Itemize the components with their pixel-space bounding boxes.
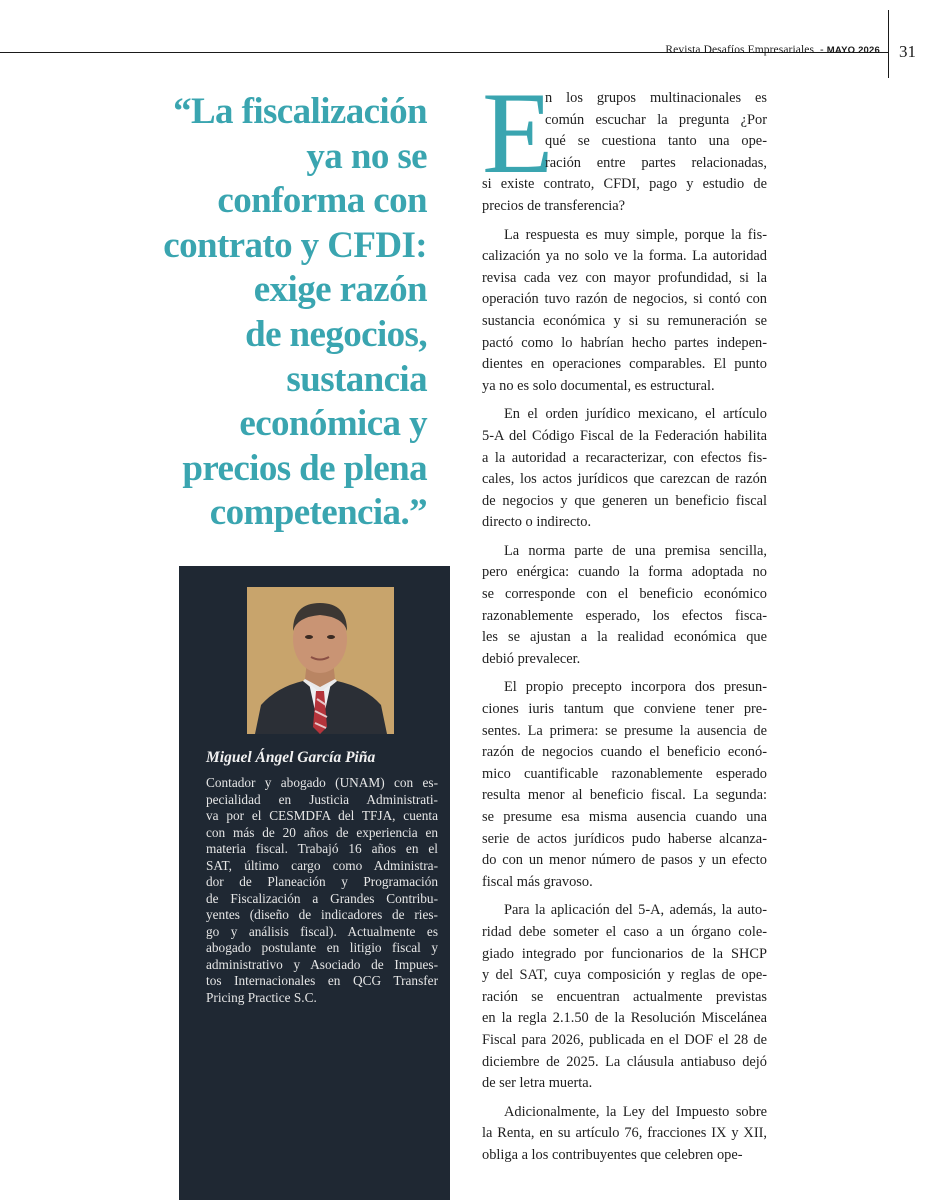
article-line: ya no es solo documental, es estructural. [482, 377, 715, 394]
pull-quote-line: competencia.” [209, 492, 427, 534]
article-line: en la regla 2.1.50 de la Resolución Miscelánea [482, 1010, 767, 1027]
bio-line: SAT, último cargo como Administra- [206, 857, 438, 873]
bio-line: de Fiscalización a Grandes Contribu- [206, 890, 438, 906]
article-line: mico cuantificable razonablemente esperado [482, 765, 767, 782]
paragraph-gap [482, 893, 767, 900]
article-line: El propio precepto incorpora dos presun- [504, 679, 767, 696]
article-line: serie de actos jurídicos pudo haberse alcanza- [482, 830, 767, 847]
article-line: do con un menor número de pasos y un efecto [482, 852, 767, 869]
pull-quote-line: económica y [239, 403, 427, 445]
paragraph-gap [482, 397, 767, 404]
article-line: calización ya no solo ve la forma. La autoridad [482, 248, 767, 265]
article-line: resulta menor al beneficio fiscal. La segunda: [482, 787, 767, 804]
article-line: obliga a los contribuyentes que celebren ope- [482, 1146, 743, 1163]
bio-line: pecialidad en Justicia Administrati- [206, 791, 438, 807]
bio-line: tos Internacionales en QCG Transfer [206, 973, 438, 988]
bio-line: materia fiscal. Trabajó 16 años en el [206, 841, 438, 856]
author-bio [206, 775, 438, 1006]
article-line: giado integrado por funcionarios de la SHCP [482, 945, 767, 962]
issue-date: MAYO 2026 [826, 45, 880, 56]
article-line: directo o indirecto. [482, 514, 592, 531]
article-line: dientes en operaciones comparables. El punto [482, 356, 767, 373]
author-name: Miguel Ángel García Piña [206, 749, 376, 766]
article-line: razón de negocios cuando el beneficio econó- [482, 744, 767, 761]
article-line: ciones iuris tantum que conviene tener pre- [482, 701, 767, 718]
article-line: sustancia económica y si su remuneración se [482, 312, 767, 329]
article-line: diciembre de 2025. La cláusula antiabuso dejó [482, 1053, 767, 1070]
pull-quote-line: conforma con [217, 180, 427, 222]
running-header [640, 44, 880, 56]
article-line: ridad debe someter el caso a un órgano cole- [482, 923, 767, 940]
article-line: operación tuvo razón de negocios, si contó con [482, 291, 767, 308]
author-photo [247, 587, 394, 734]
article-line: pactó como lo habrían hecho partes indepen- [482, 334, 767, 351]
article-line: ración se encuentran actualmente previstas [482, 988, 767, 1005]
pull-quote-line: de negocios, [245, 313, 427, 355]
author-bio-panel [179, 566, 450, 1200]
article-line: común escuchar la pregunta ¿Por [545, 111, 767, 128]
article-line: la Renta, en su artículo 76, fracciones IX y XII, [482, 1125, 767, 1142]
article-line: Adicionalmente, la Ley del Impuesto sobre [504, 1103, 767, 1120]
header-vertical-rule [888, 10, 889, 78]
article-line: se corresponde con el beneficio económico [482, 586, 767, 603]
article-line: Fiscal para 2026, publicada en el DOF el 28 de [482, 1031, 767, 1048]
article-line: Para la aplicación del 5-A, además, la auto- [504, 902, 767, 919]
paragraph-gap [482, 670, 767, 677]
pull-quote-line: contrato y CFDI: [163, 224, 427, 266]
pull-quote [100, 90, 427, 536]
paragraph-gap [482, 1095, 767, 1102]
article-line: cales, los actos jurídicos que carezcan de razón [482, 471, 767, 488]
bio-line: abogado postulante en litigio fiscal y [206, 940, 438, 955]
article-line: les se ajustan a la realidad económica que [482, 629, 767, 646]
bio-line: go y análisis fiscal). Actualmente es [206, 923, 438, 939]
article-line: sentes. La primera: se presume la ausencia de [482, 722, 767, 739]
article-line: n los grupos multinacionales es [545, 90, 767, 106]
article-line: qué se cuestiona tanto una ope- [545, 133, 767, 150]
paragraph-gap [482, 534, 767, 541]
bio-line: Pricing Practice S.C. [206, 989, 317, 1005]
article-line: a la autoridad a recaracterizar, con efectos fis- [482, 449, 767, 466]
pull-quote-line: “La fiscalización [173, 91, 427, 132]
article-line: debió prevalecer. [482, 650, 581, 667]
article-line: pero enérgica: cuando la forma adoptada no [482, 564, 767, 581]
pull-quote-line: exige razón [253, 269, 427, 311]
bio-line: Contador y abogado (UNAM) con es- [206, 775, 438, 790]
header-separator: - [820, 44, 824, 56]
article-line: En el orden jurídico mexicano, el artículo [504, 406, 767, 423]
article-line: ración entre partes relacionadas, [545, 154, 767, 171]
bio-line: yentes (diseño de indicadores de ries- [206, 907, 438, 922]
pull-quote-line: sustancia [286, 358, 427, 400]
article-line: revisa cada vez con mayor profundidad, si la [482, 269, 767, 286]
paragraph-gap [482, 218, 767, 225]
magazine-name: Revista Desafíos Empresariales [665, 44, 815, 56]
bio-line: dor de Planeación y Programación [206, 874, 438, 889]
article-line: La respuesta es muy simple, porque la fis- [504, 226, 767, 243]
article-line: y del SAT, cuya composición y reglas de ope- [482, 967, 767, 984]
article-line: fiscal más gravoso. [482, 873, 593, 890]
article-line: si existe contrato, CFDI, pago y estudio de [482, 176, 767, 193]
article-line: 5-A del Código Fiscal de la Federación habilita [482, 427, 767, 444]
article-line: La norma parte de una premisa sencilla, [504, 542, 767, 559]
author-portrait-image [247, 587, 394, 734]
pull-quote-line: ya no se [306, 135, 427, 177]
drop-cap: E [482, 69, 554, 198]
bio-line: con más de 20 años de experiencia en [206, 824, 438, 840]
page-number: 31 [899, 42, 916, 61]
pull-quote-line: precios de plena [182, 447, 427, 489]
article-line: razonablemente esperado, los efectos fisca- [482, 607, 767, 624]
bio-line: va por el CESMDFA del TFJA, cuenta [206, 808, 438, 823]
article-body [482, 88, 767, 1167]
article-line: de ser letra muerta. [482, 1075, 593, 1092]
article-line: se presume esa misma ausencia cuando una [482, 809, 767, 825]
article-line: de negocios y que generen un beneficio fiscal [482, 492, 767, 509]
article-line: precios de transferencia? [482, 197, 626, 214]
bio-line: administrativo y Asociado de Impues- [206, 956, 438, 972]
